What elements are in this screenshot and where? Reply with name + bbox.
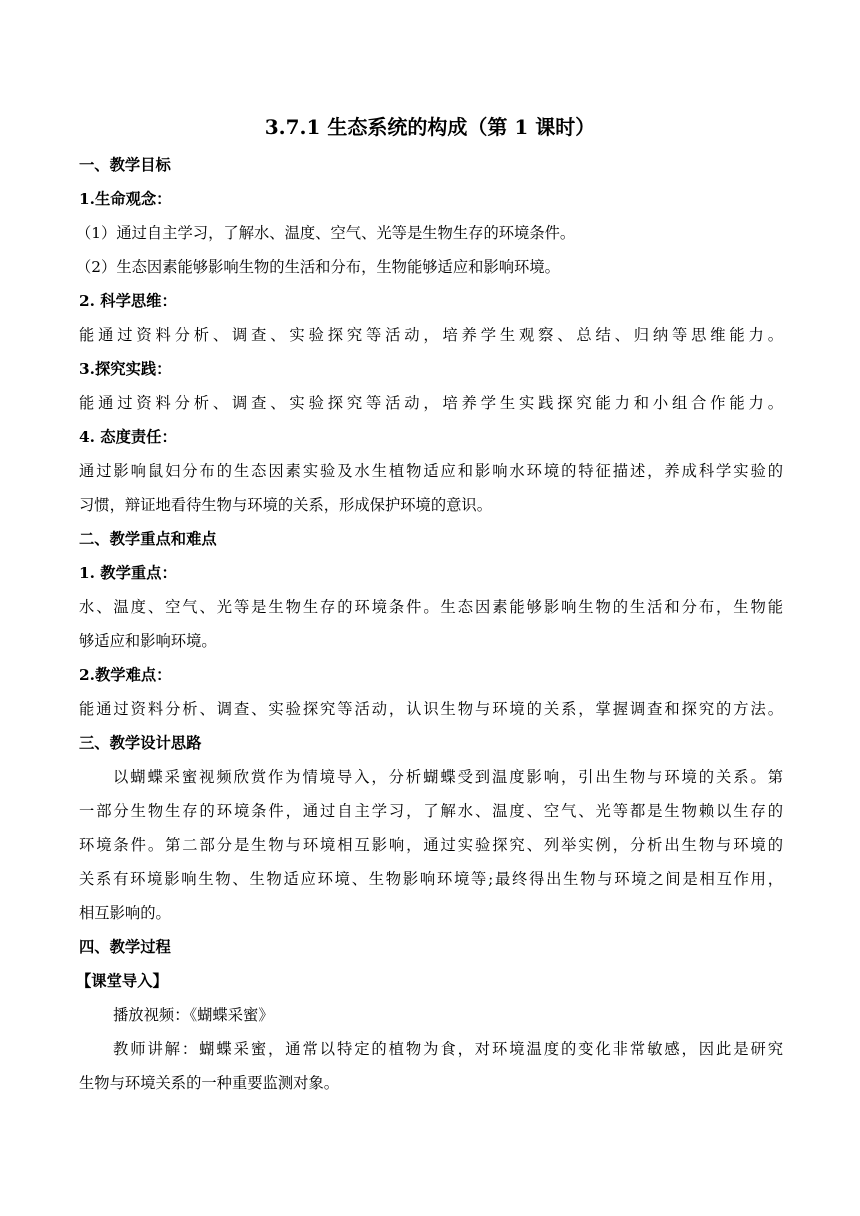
paragraph-attitude-line: 通过影响鼠妇分布的生态因素实验及水生植物适应和影响水环境的特征描述，养成科学实验的	[79, 462, 783, 480]
paragraph-video: 播放视频：《蝴蝶采蜜》	[113, 1006, 274, 1024]
paragraph-teacher-line: 教师讲解：蝴蝶采蜜，通常以特定的植物为食，对环境温度的变化非常敏感，因此是研究	[113, 1040, 783, 1058]
paragraph-design-line: 关系有环境影响生物、生物适应环境、生物影响环境等;最终得出生物与环境之间是相互作用，	[79, 870, 783, 888]
subheading-attitude: 4. 态度责任：	[79, 428, 177, 446]
subheading-difficulty: 2.教学难点：	[79, 666, 172, 684]
paragraph-design-line: 一部分生物生存的环境条件，通过自主学习，了解水、温度、空气、光等都是生物赖以生存的	[79, 802, 783, 820]
document-title: 3.7.1 生态系统的构成（第 1 课时）	[264, 115, 596, 139]
section-heading-process: 四、教学过程	[79, 938, 171, 956]
paragraph-inquiry-practice: 能通过资料分析、调查、实验探究等活动，培养学生实践探究能力和小组合作能力。	[79, 394, 783, 412]
subheading-class-intro: 【课堂导入】	[76, 972, 168, 990]
subheading-scientific-thinking: 2. 科学思维：	[79, 292, 177, 310]
paragraph-key-point-line: 够适应和影响环境。	[79, 632, 217, 650]
paragraph-difficulty: 能通过资料分析、调查、实验探究等活动，认识生物与环境的关系，掌握调查和探究的方法。	[79, 700, 783, 718]
paragraph-attitude-line: 习惯，辩证地看待生物与环境的关系，形成保护环境的意识。	[79, 496, 493, 514]
subheading-inquiry-practice: 3.探究实践：	[79, 360, 172, 378]
paragraph-design-line: 相互影响的。	[79, 904, 171, 922]
paragraph-scientific-thinking: 能通过资料分析、调查、实验探究等活动，培养学生观察、总结、归纳等思维能力。	[79, 326, 783, 344]
paragraph-design-line: 以蝴蝶采蜜视频欣赏作为情境导入，分析蝴蝶受到温度影响，引出生物与环境的关系。第	[113, 768, 783, 786]
section-heading-design: 三、教学设计思路	[79, 734, 202, 752]
subheading-key-point: 1. 教学重点：	[79, 564, 177, 582]
objective-item-2: （2）生态因素能够影响生物的生活和分布，生物能够适应和影响环境。	[76, 258, 560, 276]
paragraph-teacher-line: 生物与环境关系的一种重要监测对象。	[79, 1074, 340, 1092]
section-heading-key-points: 二、教学重点和难点	[79, 530, 217, 548]
paragraph-design-line: 环境条件。第二部分是生物与环境相互影响，通过实验探究、列举实例，分析出生物与环境的	[79, 836, 783, 854]
section-heading-objectives: 一、教学目标	[79, 156, 171, 174]
paragraph-key-point-line: 水、温度、空气、光等是生物生存的环境条件。生态因素能够影响生物的生活和分布，生物能	[79, 598, 783, 616]
objective-item-1: （1）通过自主学习，了解水、温度、空气、光等是生物生存的环境条件。	[76, 224, 576, 242]
subheading-life-concept: 1.生命观念：	[79, 190, 172, 208]
